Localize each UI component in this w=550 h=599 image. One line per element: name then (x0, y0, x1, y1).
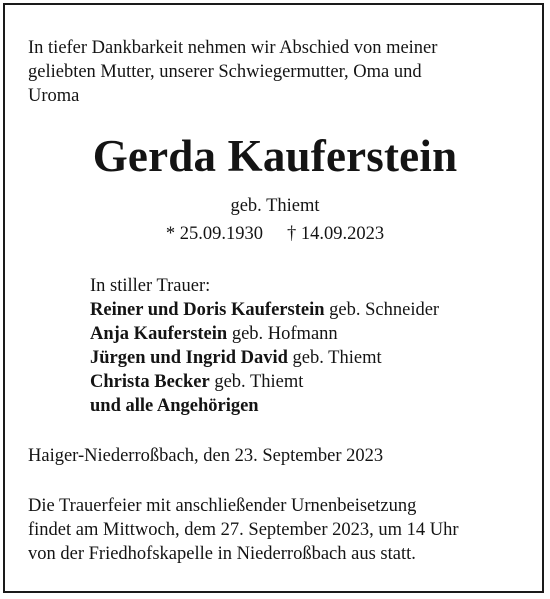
mourners-heading: In stiller Trauer: (90, 276, 211, 296)
ceremony-line: findet am Mittwoch, dem 27. September 2023, um 14 Uhr (28, 520, 459, 540)
maiden-name: geb. Thiemt (230, 196, 320, 216)
mourner-row (90, 394, 530, 418)
mourner-note: geb. Thiemt (209, 372, 304, 392)
mourner-name: und alle Angehörigen (90, 396, 259, 416)
mourner-note: geb. Hofmann (227, 324, 338, 344)
mourners-block (90, 274, 530, 418)
intro-text (28, 36, 518, 108)
life-dates (0, 222, 550, 246)
mourner-note: geb. Thiemt (287, 348, 382, 368)
mourner-row (90, 346, 530, 370)
mourner-name: Anja Kauferstein (90, 324, 228, 344)
mourner-name: Christa Becker (90, 372, 210, 392)
ceremony-line: von der Friedhofskapelle in Niederroßbach aus statt. (28, 544, 416, 564)
intro-line: In tiefer Dankbarkeit nehmen wir Abschied von meiner (28, 38, 438, 58)
mourner-row (90, 322, 530, 346)
place-date: Haiger-Niederroßbach, den 23. September 2023 (28, 446, 384, 466)
mourner-row (90, 298, 530, 322)
mourner-note: geb. Schneider (324, 300, 440, 320)
mourner-name: Reiner und Doris Kauferstein (90, 300, 325, 320)
mourner-row (90, 370, 530, 394)
intro-line: Uroma (28, 86, 80, 106)
birth-date: * 25.09.1930 (165, 224, 263, 244)
death-date: † 14.09.2023 (287, 224, 385, 244)
deceased-name: Gerda Kauferstein (92, 131, 458, 181)
ceremony-line: Die Trauerfeier mit anschließender Urnenbeisetzung (28, 496, 417, 516)
ceremony-text (28, 494, 528, 566)
mourner-name: Jürgen und Ingrid David (90, 348, 288, 368)
intro-line: geliebten Mutter, unserer Schwiegermutter, Oma und (28, 62, 422, 82)
